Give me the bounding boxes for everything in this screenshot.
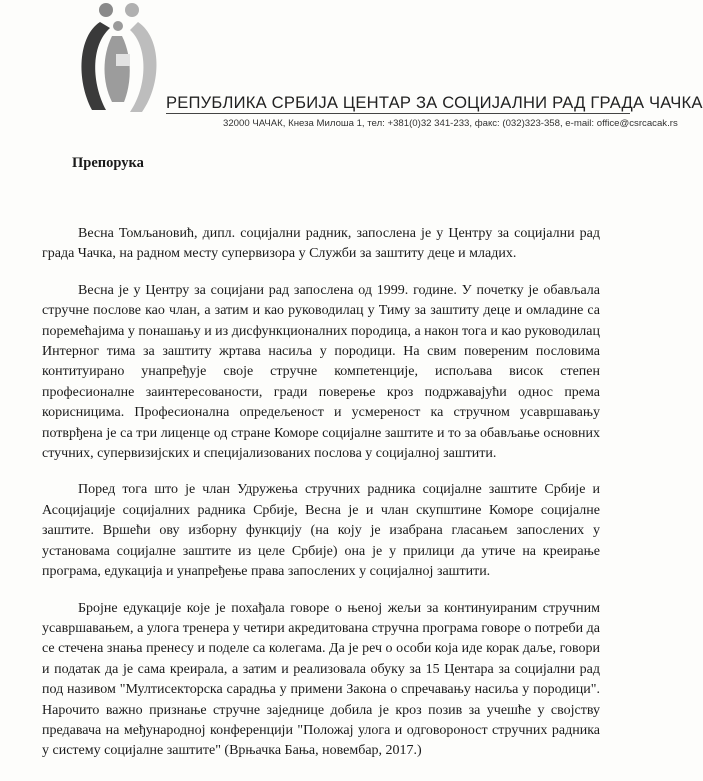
letterhead-rule [166, 113, 630, 114]
paragraph-3: Поред тога што је члан Удружења стручних радника социјалне заштите Србије и Асоцијације социјалних радника Србије, Весна је и члан скупштине Коморе социјалне заштите. Вршећи ову изборну функцију (на коју је изабрана гласањем запослених у установама социјалне заштите из целе Србије) она је у прилици да утиче на креирање програма, едукација и унапређење права запослених у социјалној заштити. [42, 482, 600, 580]
document-title: Препорука [72, 155, 144, 171]
paragraph-1: Весна Томљановић, дипл. социјални радник, запослена је у Центру за социјални рад града Чачка, на радном месту супервизора у Служби за заштиту деце и младих. [42, 226, 600, 262]
paragraph-4: Бројне едукације које је похађала говоре о њеној жељи за континуираним стручним усавршавањем, а улога тренера у четири акредитована стручна програма говоре о потреби да се стечена знања пренесу и поделе са колегама. Да је реч о особи која иде корак даље, говори и податак да је сама креирала, а затим и реализовала обуку за 15 Центара за социјални рад под називом "Мултисекторска сарадња у примени Закона о спречавању насиља у породици". Нарочито важно признање стручне заједнице добила је кроз позив за учешће у својству предавача на међународној конференцији "Положај улога и одговороност стручних радника у систему социјалне заштите" (Врњачка Бања, новембар, 2017.) [42, 600, 600, 759]
document-body [42, 224, 600, 778]
family-figures-logo-icon [72, 2, 167, 120]
organization-address: 32000 ЧАЧАК, Кнеза Милоша 1, тел: +381(0)32 341-233, факс: (032)323-358, e-mail: office@csrcacak.rs [223, 118, 678, 129]
paragraph-2: Весна је у Центру за социјани рад запослена од 1999. године. У почетку је обављала стручне послове као члан, а затим и као руководилац у Тиму за заштиту деце и омладине са поремећајима у понашању и из дисфункционалних породица, а након тога и као руководилац Интерног тима за заштиту жртава насиља у породици. На свим повереним пословима контитуирано унапређује своје стручне компетенције, испољава висок степен професионалне заинтересованости, гради поверење кроз подржавајући однос према корисницима. Професионална опредељеност и усмереност ка стручном усавршавању потврђена је са три лиценце од стране Коморе социјалне заштите и то за обављање основних стучних, супервизијских и специјализованих послова у социјалној заштити. [42, 282, 600, 462]
organization-name: РЕПУБЛИКА СРБИЈА ЦЕНТАР ЗА СОЦИЈАЛНИ РАД ГРАДА ЧАЧКА [166, 93, 703, 112]
